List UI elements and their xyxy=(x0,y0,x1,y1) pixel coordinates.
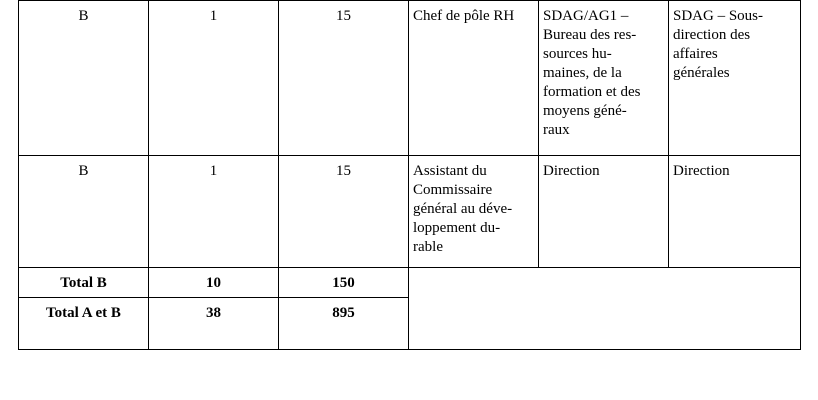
direction-line: SDAG – Sous- xyxy=(673,8,764,24)
total-count-cell: 38 xyxy=(149,298,279,350)
count-cell: 1 xyxy=(149,156,279,268)
service-line: Direction xyxy=(543,163,600,179)
category-cell: B xyxy=(19,156,149,268)
function-line: rable xyxy=(413,239,443,255)
service-line: SDAG/AG1 – xyxy=(543,8,629,24)
service-cell xyxy=(539,156,669,268)
total-count-cell: 10 xyxy=(149,268,279,298)
staffing-table xyxy=(18,0,801,350)
service-cell xyxy=(539,1,669,156)
direction-line: affaires xyxy=(673,46,718,62)
service-line: moyens géné- xyxy=(543,103,627,119)
total-points-cell: 895 xyxy=(279,298,409,350)
count-cell: 1 xyxy=(149,1,279,156)
direction-line: direction des xyxy=(673,27,751,43)
function-line: Commissaire xyxy=(413,182,493,198)
service-line: formation et des xyxy=(543,84,641,100)
points-cell: 15 xyxy=(279,156,409,268)
direction-cell xyxy=(669,1,801,156)
function-line: Chef de pôle RH xyxy=(413,8,515,24)
empty-merged-cell xyxy=(409,268,801,350)
table-row xyxy=(19,156,801,268)
service-line: raux xyxy=(543,122,570,138)
points-cell: 15 xyxy=(279,1,409,156)
function-line: Assistant du xyxy=(413,163,487,179)
total-label-cell: Total A et B xyxy=(19,298,149,350)
service-line: sources hu- xyxy=(543,46,612,62)
function-cell xyxy=(409,156,539,268)
service-line: Bureau des res- xyxy=(543,27,637,43)
direction-line: générales xyxy=(673,65,730,81)
direction-cell xyxy=(669,156,801,268)
category-cell: B xyxy=(19,1,149,156)
table-row xyxy=(19,1,801,156)
total-points-cell: 150 xyxy=(279,268,409,298)
function-cell xyxy=(409,1,539,156)
total-label-cell: Total B xyxy=(19,268,149,298)
total-row xyxy=(19,268,801,298)
direction-line: Direction xyxy=(673,163,730,179)
function-line: général au déve- xyxy=(413,201,513,217)
function-line: loppement du- xyxy=(413,220,501,236)
service-line: maines, de la xyxy=(543,65,622,81)
